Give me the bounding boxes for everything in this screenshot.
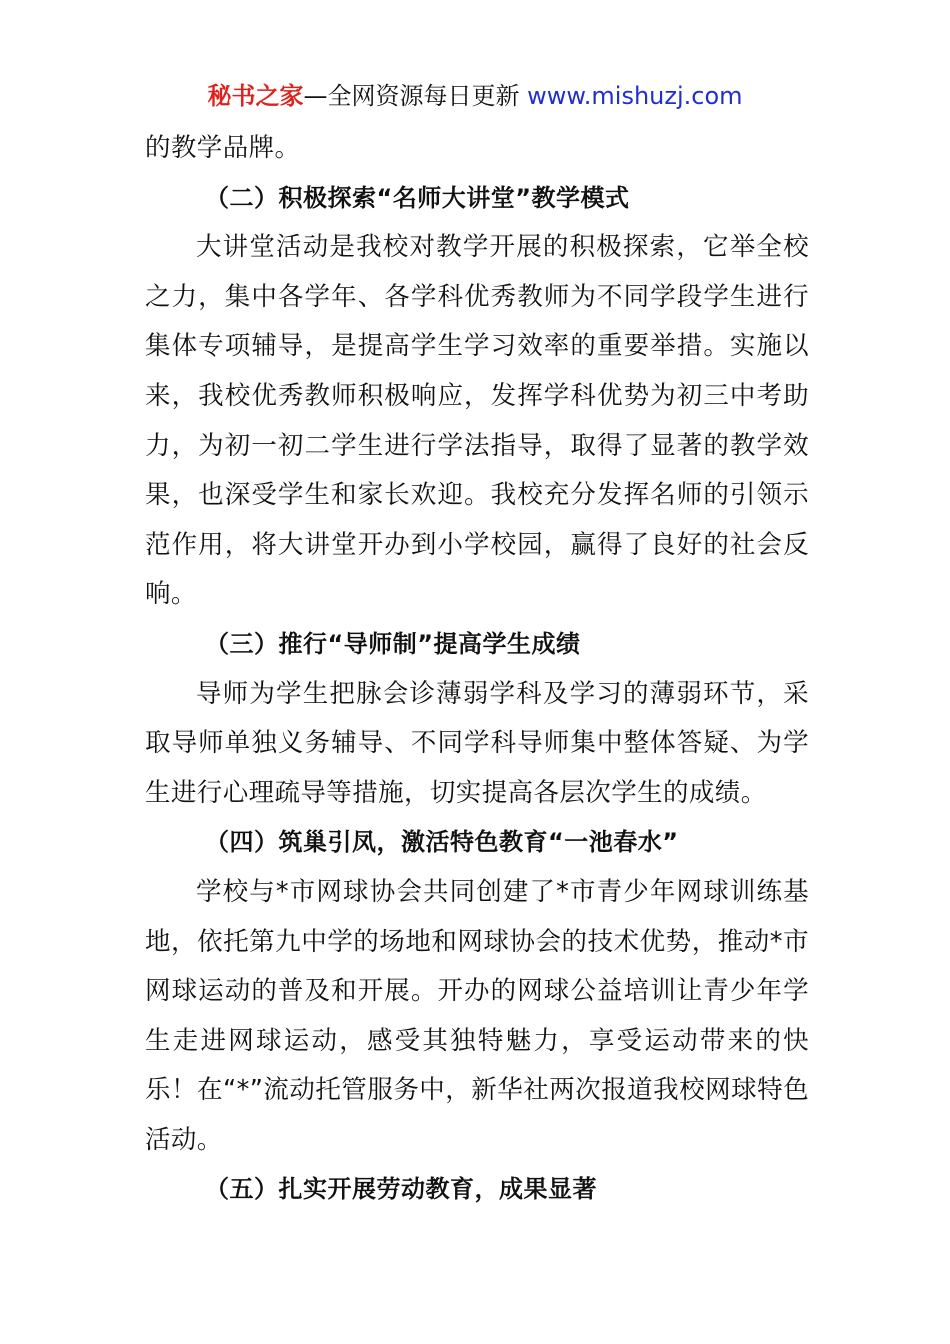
- section-heading-2: （二）积极探索“名师大讲堂”教学模式: [205, 183, 630, 212]
- section-heading-5: （五）扎实开展劳动教育，成果显著: [205, 1175, 597, 1204]
- section-paragraph-2: 大讲堂活动是我校对教学开展的积极探索，它举全校之力，集中各学年、各学科优秀教师为不同学段学生进行集体专项辅导，是提高学生学习效率的重要举措。实施以来，我校优秀教师积极响应，发挥学科优势为初三中考助力，为初一初二学生进行学法指导，取得了显著的教学效果，也深受学生和家长欢迎。我校充分发挥名师的引领示范作用，将大讲堂开办到小学校园，赢得了良好的社会反响。: [145, 232, 809, 610]
- continuation-text: 的教学品牌。: [145, 133, 301, 163]
- section-paragraph-3: 导师为学生把脉会诊薄弱学科及学习的薄弱环节，采取导师单独义务辅导、不同学科导师集中整体答疑、为学生进行心理疏导等措施，切实提高各层次学生的成绩。: [145, 678, 809, 808]
- site-header: [0, 78, 950, 114]
- section-heading-3: （三）推行“导师制”提高学生成绩: [205, 629, 581, 658]
- document-body: [145, 124, 809, 1215]
- site-tagline: —全网资源每日更新: [303, 82, 520, 110]
- section-heading-4: （四）筑巢引凤，激活特色教育“一池春水”: [205, 828, 679, 857]
- site-url-link[interactable]: www.mishuzj.com: [527, 82, 743, 110]
- section-paragraph-4: 学校与*市网球协会共同创建了*市青少年网球训练基地，依托第九中学的场地和网球协会的技术优势，推动*市网球运动的普及和开展。开办的网球公益培训让青少年学生走进网球运动，感受其独特魅力，享受运动带来的快乐！在“*”流动托管服务中，新华社两次报道我校网球特色活动。: [145, 876, 809, 1155]
- site-brand: 秘书之家: [207, 82, 304, 110]
